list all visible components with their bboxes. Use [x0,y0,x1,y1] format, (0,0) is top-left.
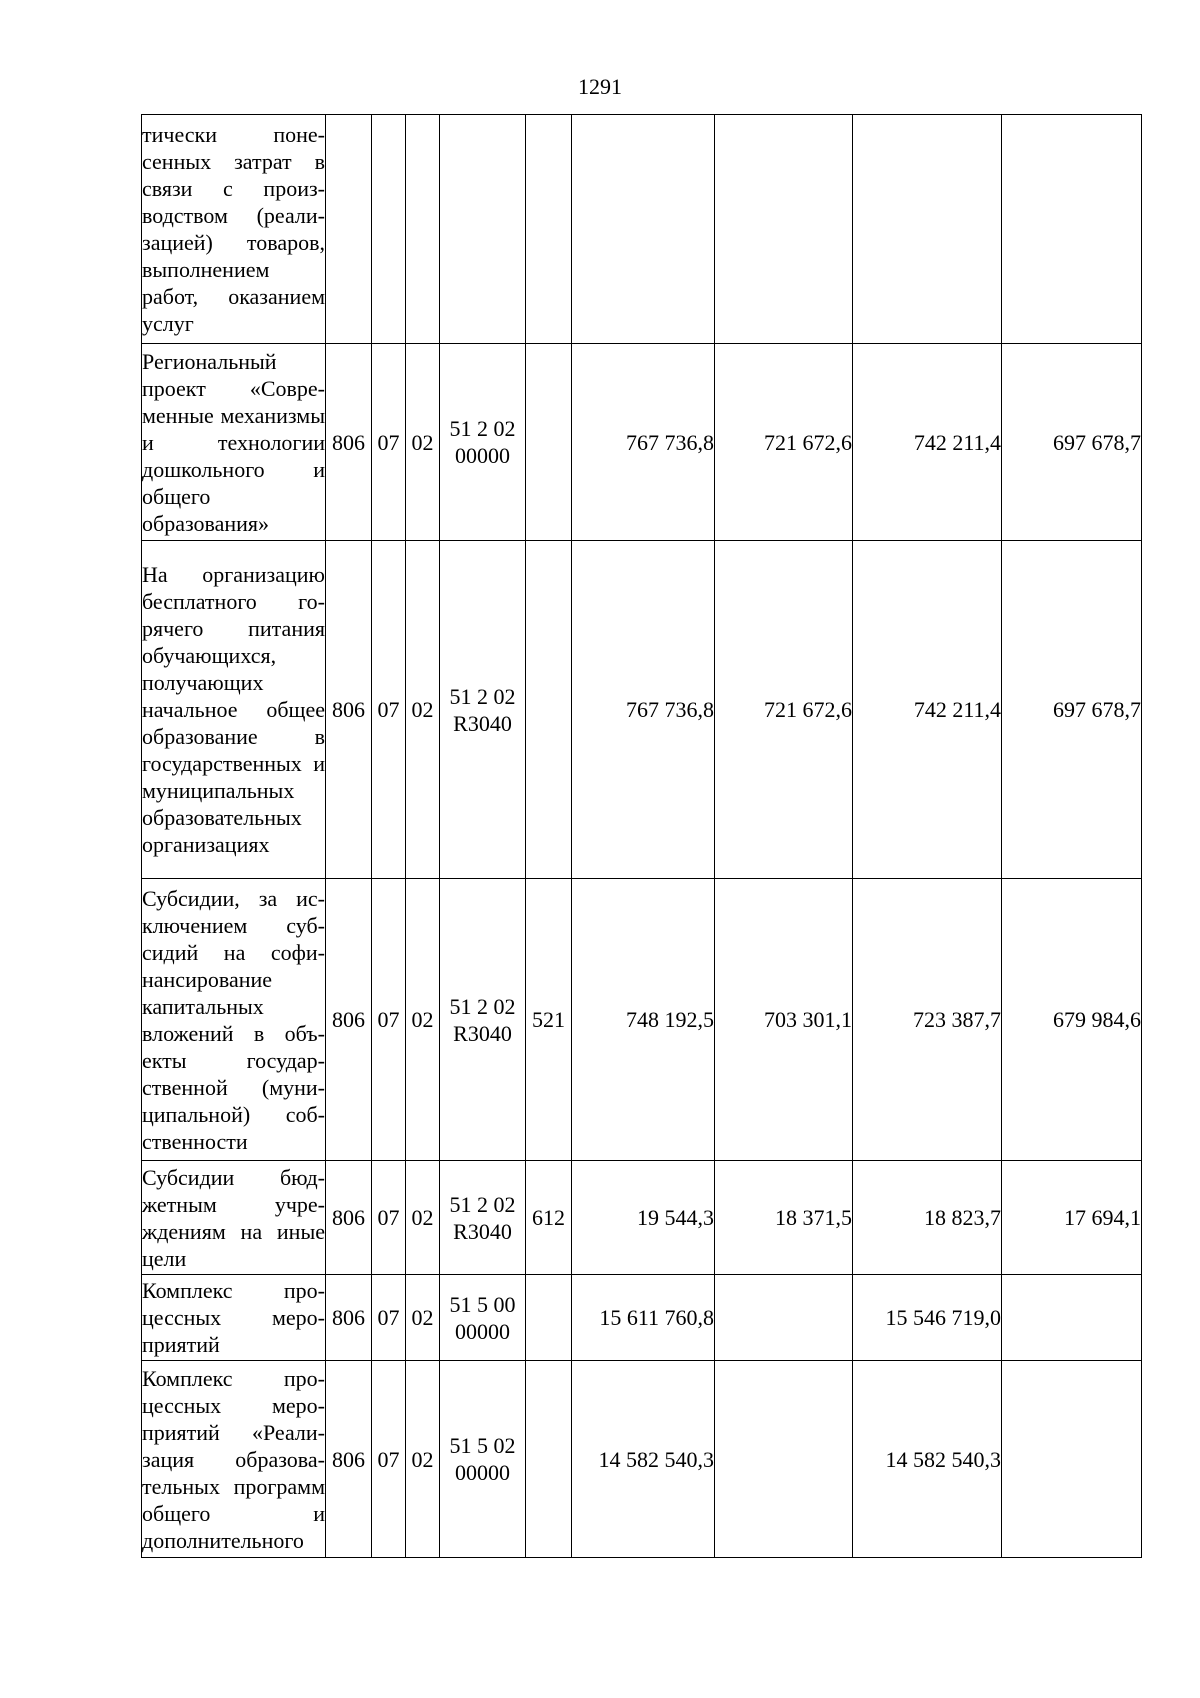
amount-4 [1002,1275,1142,1361]
amount-4: 679 984,6 [1002,879,1142,1161]
subsection-code: 02 [406,541,440,879]
amount-2 [715,115,853,344]
amount-4 [1002,115,1142,344]
table-row [142,541,1142,879]
section-code: 07 [372,344,406,541]
target-article-code [440,344,526,541]
subsection-code: 02 [406,1361,440,1558]
amount-3: 18 823,7 [853,1161,1002,1275]
row-name: Субсидии бюджетным учреждениям на иные цели [142,1161,326,1275]
amount-1: 19 544,3 [572,1161,715,1275]
section-code: 07 [372,1361,406,1558]
table-row [142,1361,1142,1558]
grbs-code: 806 [326,344,372,541]
grbs-code: 806 [326,879,372,1161]
target-article-code [440,541,526,879]
amount-2 [715,1361,853,1558]
subsection-code: 02 [406,1275,440,1361]
amount-1: 15 611 760,8 [572,1275,715,1361]
grbs-code: 806 [326,1361,372,1558]
amount-1: 767 736,8 [572,541,715,879]
section-code: 07 [372,1161,406,1275]
amount-1: 748 192,5 [572,879,715,1161]
amount-2: 721 672,6 [715,344,853,541]
table-row [142,115,1142,344]
table-row [142,1161,1142,1275]
row-name: Региональный проект «Современные механизмы и технологии дошкольного и общего образования» [142,344,326,541]
amount-4 [1002,1361,1142,1558]
amount-3: 14 582 540,3 [853,1361,1002,1558]
table-row [142,1275,1142,1361]
row-name: Комплекс процессных мероприятий «Реализация образовательных программ общего и дополнительного [142,1361,326,1558]
csr-line-2: R3040 [453,1020,512,1046]
expense-type-code: 521 [526,879,572,1161]
grbs-code: 806 [326,541,372,879]
csr-line-2: R3040 [453,710,512,736]
amount-2 [715,1275,853,1361]
amount-3: 15 546 719,0 [853,1275,1002,1361]
csr-line-1: 51 2 02 [449,683,516,709]
row-name: Субсидии, за исключением субсидий на софинансирование капитальных вложений в объекты государственной (муниципальной) собственности [142,879,326,1161]
csr-line-2: 00000 [455,1460,510,1485]
amount-4: 697 678,7 [1002,541,1142,879]
section-code: 07 [372,541,406,879]
section-code: 07 [372,879,406,1161]
grbs-code [326,115,372,344]
amount-2: 18 371,5 [715,1161,853,1275]
csr-line-2: R3040 [453,1218,512,1244]
expense-type-code: 612 [526,1161,572,1275]
target-article-code [440,115,526,344]
subsection-code: 02 [406,879,440,1161]
grbs-code: 806 [326,1275,372,1361]
amount-1 [572,115,715,344]
amount-1: 767 736,8 [572,344,715,541]
table-row [142,344,1142,541]
csr-line-1: 51 2 02 [449,416,516,441]
amount-4: 697 678,7 [1002,344,1142,541]
budget-table [141,114,1142,1558]
section-code [372,115,406,344]
row-name: тически понесенных затрат в связи с производством (реализацией) товаров, выполнением работ, оказанием услуг [142,115,326,344]
subsection-code [406,115,440,344]
page-number: 1291 [578,74,622,99]
row-name: На организацию бесплатного горячего питания обучающихся, получающих начальное общее образование в государственных и муниципальных образовательных организациях [142,541,326,879]
expense-type-code [526,1275,572,1361]
csr-line-2: 00000 [455,443,510,468]
expense-type-code [526,115,572,344]
amount-3: 742 211,4 [853,541,1002,879]
csr-line-1: 51 2 02 [449,1191,516,1217]
expense-type-code [526,344,572,541]
amount-3: 742 211,4 [853,344,1002,541]
subsection-code: 02 [406,1161,440,1275]
csr-line-1: 51 5 00 [449,1291,516,1317]
target-article-code [440,1361,526,1558]
row-name: Комплекс процессных мероприятий [142,1275,326,1361]
amount-3 [853,115,1002,344]
amount-4: 17 694,1 [1002,1161,1142,1275]
section-code: 07 [372,1275,406,1361]
subsection-code: 02 [406,344,440,541]
csr-line-2: 00000 [455,1318,510,1344]
expense-type-code [526,1361,572,1558]
expense-type-code [526,541,572,879]
amount-3: 723 387,7 [853,879,1002,1161]
amount-1: 14 582 540,3 [572,1361,715,1558]
csr-line-1: 51 2 02 [449,993,516,1019]
grbs-code: 806 [326,1161,372,1275]
csr-line-1: 51 5 02 [449,1433,516,1458]
amount-2: 721 672,6 [715,541,853,879]
target-article-code [440,1275,526,1361]
amount-2: 703 301,1 [715,879,853,1161]
table-row [142,879,1142,1161]
target-article-code [440,879,526,1161]
target-article-code [440,1161,526,1275]
